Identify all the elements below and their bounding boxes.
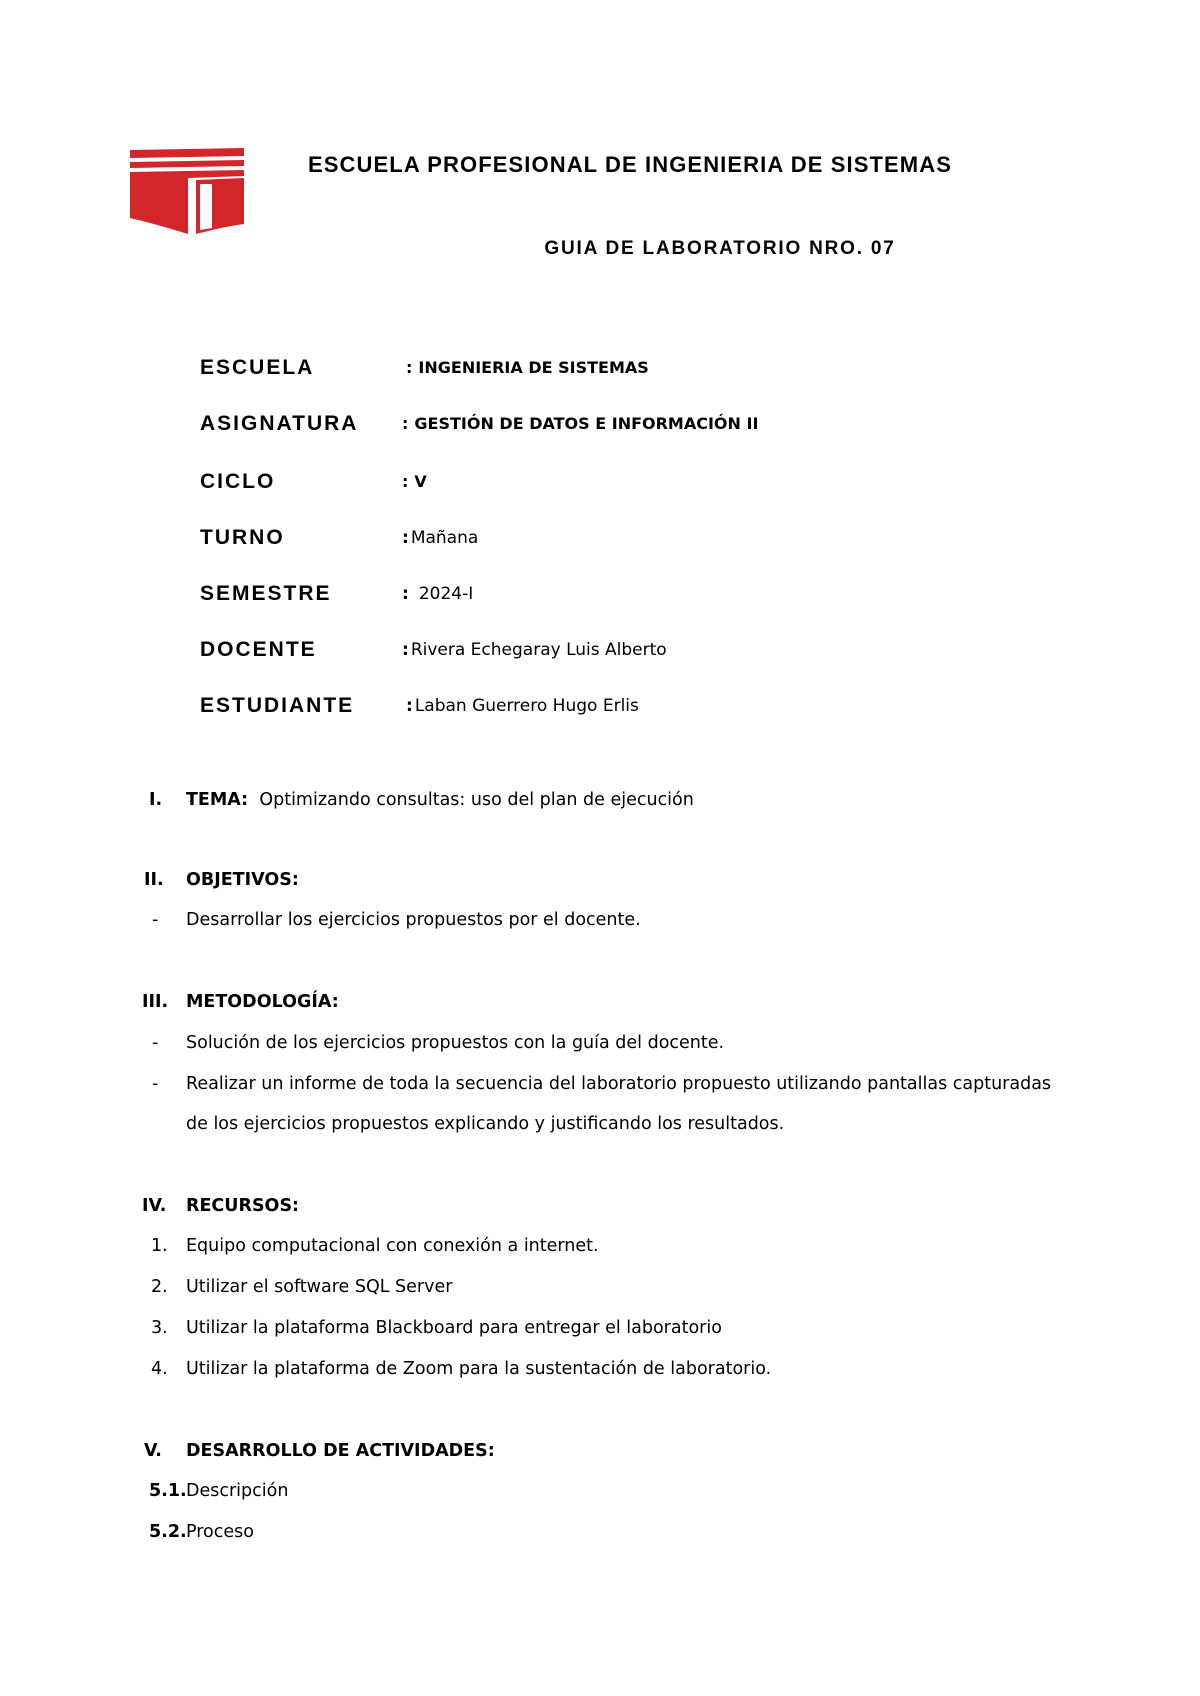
list-item xyxy=(0,1236,1200,1264)
info-value: : Rivera Echegaray Luis Alberto xyxy=(402,640,667,660)
info-label: ESTUDIANTE xyxy=(200,694,355,717)
list-item-text: Desarrollar los ejercicios propuestos por el docente. xyxy=(186,910,641,930)
section-recursos xyxy=(0,1196,1200,1224)
info-label: ASIGNATURA xyxy=(200,412,359,435)
section-number: IV. xyxy=(142,1196,167,1216)
guide-title: GUIA DE LABORATORIO NRO. 07 xyxy=(544,238,896,259)
info-label: CICLO xyxy=(200,470,276,493)
list-item-text: Utilizar la plataforma de Zoom para la sustentación de laboratorio. xyxy=(186,1359,772,1379)
section-title: METODOLOGÍA: xyxy=(186,992,339,1012)
section-tema xyxy=(0,790,1200,818)
info-value: : INGENIERIA DE SISTEMAS xyxy=(406,358,649,377)
school-title: ESCUELA PROFESIONAL DE INGENIERIA DE SISTEMAS xyxy=(308,152,952,177)
info-value: : 2024-I xyxy=(402,584,474,604)
list-item xyxy=(0,1318,1200,1346)
section-metodologia xyxy=(0,992,1200,1020)
bullet-dash: - xyxy=(152,1033,159,1053)
item-number: 2. xyxy=(151,1277,168,1297)
list-item-text: Utilizar el software SQL Server xyxy=(186,1277,453,1297)
item-number: 1. xyxy=(151,1236,168,1256)
list-item-continuation xyxy=(0,1114,1200,1142)
section-tema-text: TEMA: Optimizando consultas: uso del plan de ejecución xyxy=(186,790,694,810)
section-number: III. xyxy=(142,992,169,1012)
section-objetivos xyxy=(0,870,1200,898)
section-number: V. xyxy=(144,1441,162,1461)
list-item-text: Descripción xyxy=(186,1481,289,1501)
section-title: OBJETIVOS: xyxy=(186,870,299,890)
university-logo xyxy=(128,148,246,236)
list-item-text: Proceso xyxy=(186,1522,254,1542)
section-desarrollo xyxy=(0,1441,1200,1469)
list-item xyxy=(0,1359,1200,1387)
list-item xyxy=(0,1522,1200,1550)
bullet-dash: - xyxy=(152,1074,159,1094)
info-value: : Laban Guerrero Hugo Erlis xyxy=(406,696,639,716)
info-label: DOCENTE xyxy=(200,638,317,661)
section-number: I. xyxy=(149,790,163,810)
list-item xyxy=(0,910,1200,938)
info-label: TURNO xyxy=(200,526,285,549)
list-item-text: Utilizar la plataforma Blackboard para entregar el laboratorio xyxy=(186,1318,722,1338)
item-number: 3. xyxy=(151,1318,168,1338)
list-item xyxy=(0,1481,1200,1509)
list-item xyxy=(0,1074,1200,1102)
list-item xyxy=(0,1277,1200,1305)
section-title: DESARROLLO DE ACTIVIDADES: xyxy=(186,1441,495,1461)
list-item-text: de los ejercicios propuestos explicando y justificando los resultados. xyxy=(186,1114,785,1134)
section-title: RECURSOS: xyxy=(186,1196,300,1216)
info-value: : Mañana xyxy=(402,528,479,548)
list-item xyxy=(0,1033,1200,1061)
item-number: 5.1. xyxy=(149,1481,187,1501)
section-number: II. xyxy=(144,870,164,890)
item-number: 5.2. xyxy=(149,1522,187,1542)
info-value: : V xyxy=(402,472,427,491)
info-value: : GESTIÓN DE DATOS E INFORMACIÓN II xyxy=(402,414,759,433)
list-item-text: Equipo computacional con conexión a internet. xyxy=(186,1236,599,1256)
list-item-text: Realizar un informe de toda la secuencia del laboratorio propuesto utilizando pantallas capturadas xyxy=(186,1074,1052,1094)
bullet-dash: - xyxy=(152,910,159,930)
info-label: SEMESTRE xyxy=(200,582,332,605)
item-number: 4. xyxy=(151,1359,168,1379)
info-label: ESCUELA xyxy=(200,356,315,379)
list-item-text: Solución de los ejercicios propuestos con la guía del docente. xyxy=(186,1033,725,1053)
